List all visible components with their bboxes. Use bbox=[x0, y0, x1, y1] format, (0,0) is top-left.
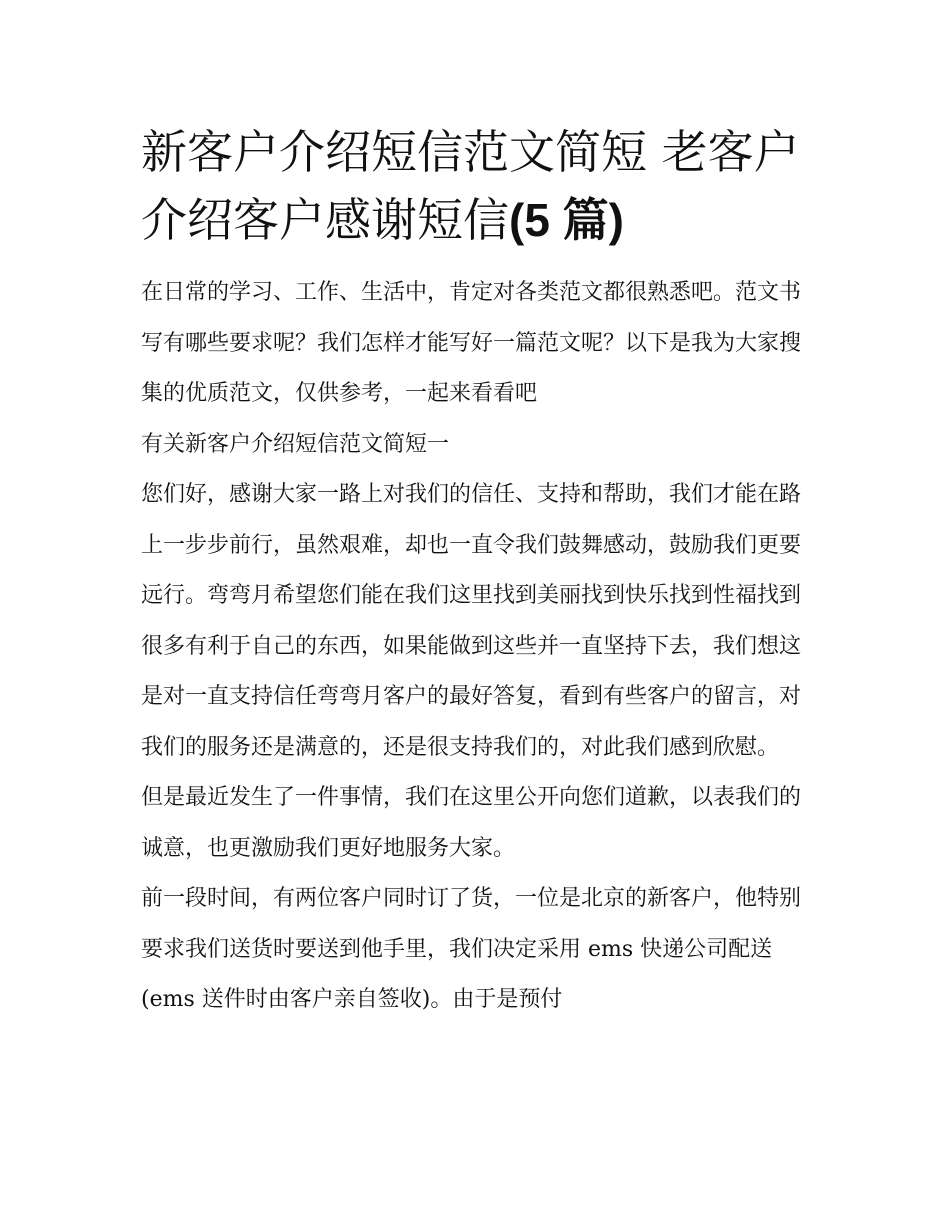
document-body bbox=[141, 268, 821, 1026]
section-heading: 有关新客户介绍短信范文简短一 bbox=[141, 431, 450, 457]
intro-paragraph: 在日常的学习、工作、生活中，肯定对各类范文都很熟悉吧。范文书写有哪些要求呢？我们怎样才能写好一篇范文呢？以下是我为大家搜集的优质范文，仅供参考，一起来看看吧 bbox=[141, 280, 802, 406]
document-page bbox=[141, 118, 821, 1026]
body-paragraph: 您们好，感谢大家一路上对我们的信任、支持和帮助，我们才能在路上一步步前行，虽然艰难，却也一直令我们鼓舞感动，鼓励我们更要远行。弯弯月希望您们能在我们这里找到美丽找到快乐找到性福找到很多有利于自己的东西，如果能做到这些并一直坚持下去，我们想这是对一直支持信任弯弯月客户的最好答复，看到有些客户的留言，对我们的服务还是满意的，还是很支持我们的，对此我们感到欣慰。 bbox=[141, 482, 802, 760]
document-title bbox=[141, 118, 821, 254]
title-count: (5 篇) bbox=[509, 194, 624, 246]
title-text: 新客户介绍短信范文简短 老客户介绍客户感谢短信 bbox=[141, 125, 800, 247]
body-paragraph: 前一段时间，有两位客户同时订了货，一位是北京的新客户，他特别要求我们送货时要送到他手里，我们决定采用 ems 快递公司配送(ems 送件时由客户亲自签收)。由于是预付 bbox=[141, 886, 802, 1012]
body-paragraph: 但是最近发生了一件事情，我们在这里公开向您们道歉，以表我们的诚意，也更激励我们更好地服务大家。 bbox=[141, 785, 802, 861]
